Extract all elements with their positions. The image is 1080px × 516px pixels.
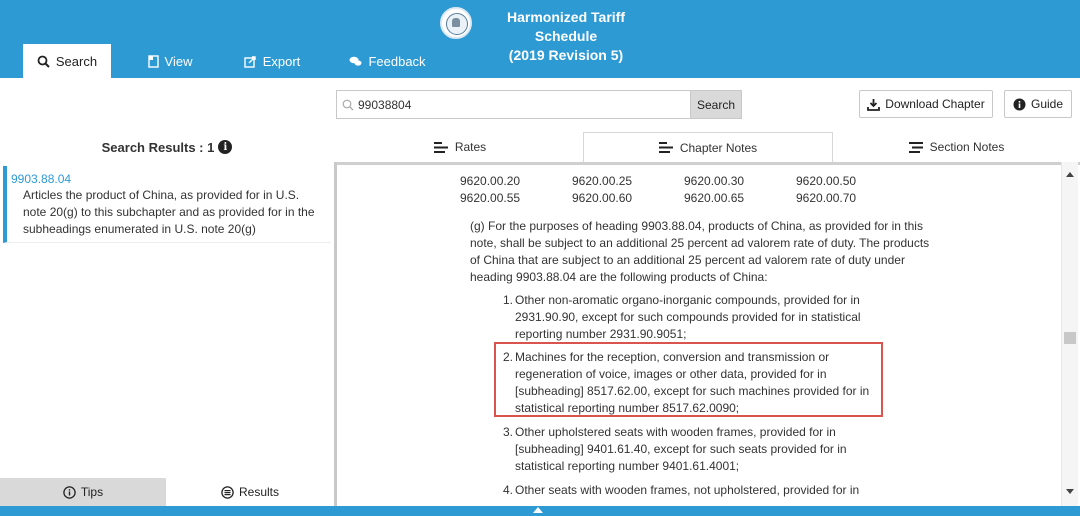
tab-export[interactable] xyxy=(232,44,312,78)
chapter-notes-content xyxy=(337,162,1080,506)
code-row xyxy=(460,190,908,207)
scroll-up-arrow-icon[interactable] xyxy=(1066,172,1074,177)
search-button[interactable]: Search xyxy=(690,90,742,119)
note-item-text: Other upholstered seats with wooden frames, provided for in [subheading] 9401.61.40, except for such seats provided for in statistical reporting number 9401.61.4001; xyxy=(515,425,847,473)
main-tabs xyxy=(0,44,1080,78)
note-item-number: 4. xyxy=(503,483,514,497)
code-cell: 9620.00.20 xyxy=(460,174,521,188)
search-icon xyxy=(37,55,50,68)
code-cell: 9620.00.25 xyxy=(572,174,633,188)
search-results-count: Search Results : 1 xyxy=(101,139,215,155)
tab-section-notes-label: Section Notes xyxy=(929,140,1005,154)
scroll-thumb[interactable] xyxy=(1064,332,1076,344)
note-item-number: 2. xyxy=(503,350,514,364)
search-input-icon xyxy=(342,98,354,116)
info-icon xyxy=(1013,98,1026,111)
note-item-text: Other non-aromatic organo-inorganic compounds, provided for in 2931.90.90, except for such compounds provided for in statistical reporting number 2931.90.9051; xyxy=(515,293,861,341)
download-chapter-label: Download Chapter xyxy=(885,97,985,111)
tab-feedback[interactable] xyxy=(340,44,435,78)
code-row xyxy=(460,173,908,190)
note-item-number: 1. xyxy=(503,293,514,307)
results-tab[interactable] xyxy=(166,478,334,506)
tab-export-label: Export xyxy=(262,53,301,69)
tab-search-label: Search xyxy=(55,53,98,69)
code-cell: 9620.00.55 xyxy=(460,191,521,205)
document-icon xyxy=(148,55,159,68)
note-paragraph-g: (g) For the purposes of heading 9903.88.04, products of China, as provided for in this note, shall be subject to an additional 25 percent ad valorem rate of duty. The products of China that are subject to an additional 25 percent ad valorem rate of duty under heading 9903.88.04 are the following products of China: xyxy=(470,219,930,284)
search-input[interactable] xyxy=(336,90,690,119)
result-item[interactable] xyxy=(3,166,331,243)
code-cell: 9620.00.30 xyxy=(684,174,745,188)
highlight-box xyxy=(494,342,883,417)
note-item xyxy=(503,424,875,475)
results-info-icon[interactable]: i xyxy=(218,140,232,154)
code-grid xyxy=(460,173,908,207)
app-header xyxy=(0,0,1080,78)
tips-label: Tips xyxy=(80,485,104,499)
bottom-tabs xyxy=(0,478,334,506)
tab-chapter-notes-label: Chapter Notes xyxy=(679,140,758,155)
notes-scrollbar[interactable] xyxy=(1061,162,1078,506)
app-title-line1: Harmonized Tariff Schedule xyxy=(507,9,625,44)
tab-search[interactable] xyxy=(23,44,111,78)
app-title-line2: (2019 Revision 5) xyxy=(508,47,624,63)
info-circle-icon xyxy=(63,486,76,499)
code-cell: 9620.00.50 xyxy=(796,174,857,188)
results-panel xyxy=(0,162,334,506)
search-results-heading xyxy=(0,132,334,162)
search-bar xyxy=(336,90,742,119)
tab-view[interactable] xyxy=(130,44,210,78)
results-list-icon xyxy=(221,486,234,499)
export-icon xyxy=(244,55,257,68)
list-icon xyxy=(909,142,923,153)
tab-rates-label: Rates xyxy=(454,140,487,154)
guide-label: Guide xyxy=(1030,97,1064,111)
results-label: Results xyxy=(238,485,279,499)
list-icon xyxy=(434,142,448,153)
guide-button[interactable] xyxy=(1004,90,1072,118)
code-cell: 9620.00.70 xyxy=(796,191,857,205)
tab-section-notes[interactable] xyxy=(833,132,1080,162)
tab-feedback-label: Feedback xyxy=(368,53,426,69)
tab-view-label: View xyxy=(164,53,193,69)
note-item-text: Other seats with wooden frames, not upholstered, provided for in xyxy=(515,483,860,497)
scroll-down-arrow-icon[interactable] xyxy=(1066,489,1074,494)
list-icon xyxy=(659,142,673,153)
result-description: Articles the product of China, as provided for in U.S. note 20(g) to this subchapter and as provided for in the subheadings enumerated in U.S. note 20(g) xyxy=(23,188,315,236)
note-item-text: Machines for the reception, conversion and transmission or regeneration of voice, images or other data, provided for in [subheading] 8517.62.00, except for such machines provided for in statistical reporting number 8517.62.0090; xyxy=(515,350,870,415)
tab-rates[interactable] xyxy=(336,132,584,162)
caret-up-icon[interactable] xyxy=(533,507,543,513)
download-chapter-button[interactable] xyxy=(859,90,993,118)
note-item xyxy=(503,482,875,499)
code-cell: 9620.00.65 xyxy=(684,191,745,205)
tips-tab[interactable] xyxy=(0,478,166,506)
tab-chapter-notes[interactable] xyxy=(583,132,833,162)
code-cell: 9620.00.60 xyxy=(572,191,633,205)
download-icon xyxy=(867,98,880,111)
note-item-number: 3. xyxy=(503,425,514,439)
chat-icon xyxy=(349,56,362,67)
seal-icon xyxy=(440,7,472,39)
result-code[interactable]: 9903.88.04 xyxy=(11,172,72,186)
footer-bar xyxy=(0,506,1080,516)
note-item xyxy=(503,292,875,343)
